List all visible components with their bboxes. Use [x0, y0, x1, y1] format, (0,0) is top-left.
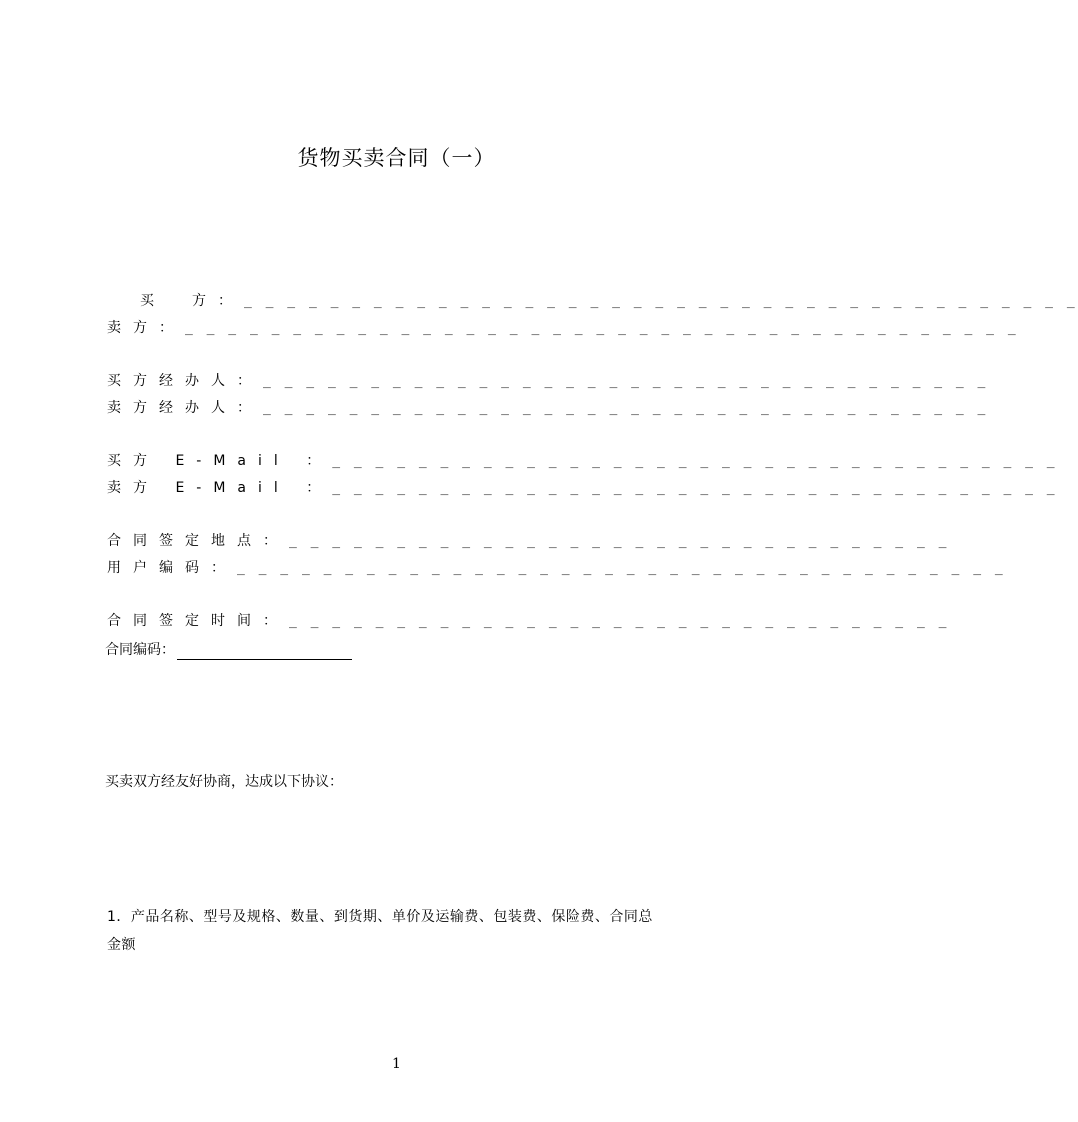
buyer-blank: _ _ _ _ _ _ _ _ _ _ _ _ _ _ _ _ _ _ _ _ _ _ _ _ _ _ _ _ _ _ _ _ _ _ _ _ _ _ _ [244, 294, 1078, 309]
contract-code-label: 合同编码： [105, 642, 175, 658]
buyer-email-blank: _ _ _ _ _ _ _ _ _ _ _ _ _ _ _ _ _ _ _ _ _ _ _ _ _ _ _ _ _ _ _ _ _ _ [332, 454, 1058, 469]
signing-time-field [107, 610, 950, 632]
clause-1-line-2: 金额 [107, 937, 136, 953]
seller-agent-blank: _ _ _ _ _ _ _ _ _ _ _ _ _ _ _ _ _ _ _ _ _ _ _ _ _ _ _ _ _ _ _ _ _ _ [263, 401, 989, 416]
buyer-label: 买 方： [140, 293, 244, 309]
signing-time-label: 合同签定时间： [107, 613, 289, 629]
intro-paragraph: 买卖双方经友好协商，达成以下协议： [105, 774, 343, 790]
buyer-agent-blank: _ _ _ _ _ _ _ _ _ _ _ _ _ _ _ _ _ _ _ _ _ _ _ _ _ _ _ _ _ _ _ _ _ _ [263, 374, 989, 389]
signing-place-field [107, 530, 950, 552]
contract-code-field [105, 640, 352, 660]
seller-blank: _ _ _ _ _ _ _ _ _ _ _ _ _ _ _ _ _ _ _ _ _ _ _ _ _ _ _ _ _ _ _ _ _ _ _ _ _ _ _ [185, 321, 1019, 336]
seller-email-field [107, 477, 1058, 499]
seller-email-blank: _ _ _ _ _ _ _ _ _ _ _ _ _ _ _ _ _ _ _ _ _ _ _ _ _ _ _ _ _ _ _ _ _ _ [332, 481, 1058, 496]
buyer-field [140, 290, 1078, 312]
buyer-email-field [107, 450, 1058, 472]
buyer-agent-label: 买方经办人： [107, 373, 263, 389]
user-code-blank: _ _ _ _ _ _ _ _ _ _ _ _ _ _ _ _ _ _ _ _ _ _ _ _ _ _ _ _ _ _ _ _ _ _ _ _ [237, 561, 1006, 576]
clause-1-line-1: 1．产品名称、型号及规格、数量、到货期、单价及运输费、包装费、保险费、合同总 [107, 909, 653, 925]
seller-agent-field [107, 397, 989, 419]
signing-place-blank: _ _ _ _ _ _ _ _ _ _ _ _ _ _ _ _ _ _ _ _ _ _ _ _ _ _ _ _ _ _ _ [289, 534, 950, 549]
seller-agent-label: 卖方经办人： [107, 400, 263, 416]
user-code-label: 用户编码： [107, 560, 237, 576]
document-title: 货物买卖合同（一） [297, 146, 496, 170]
signing-time-blank: _ _ _ _ _ _ _ _ _ _ _ _ _ _ _ _ _ _ _ _ _ _ _ _ _ _ _ _ _ _ _ [289, 614, 950, 629]
seller-field [107, 317, 1019, 339]
page-number: 1 [392, 1056, 401, 1072]
user-code-field [107, 557, 1006, 579]
contract-code-blank [177, 644, 352, 660]
buyer-email-label: 买方 E-Mail ： [107, 453, 333, 469]
seller-label: 卖方： [107, 320, 185, 336]
buyer-agent-field [107, 370, 989, 392]
clause-1 [107, 903, 699, 959]
seller-email-label: 卖方 E-Mail ： [107, 480, 333, 496]
signing-place-label: 合同签定地点： [107, 533, 289, 549]
